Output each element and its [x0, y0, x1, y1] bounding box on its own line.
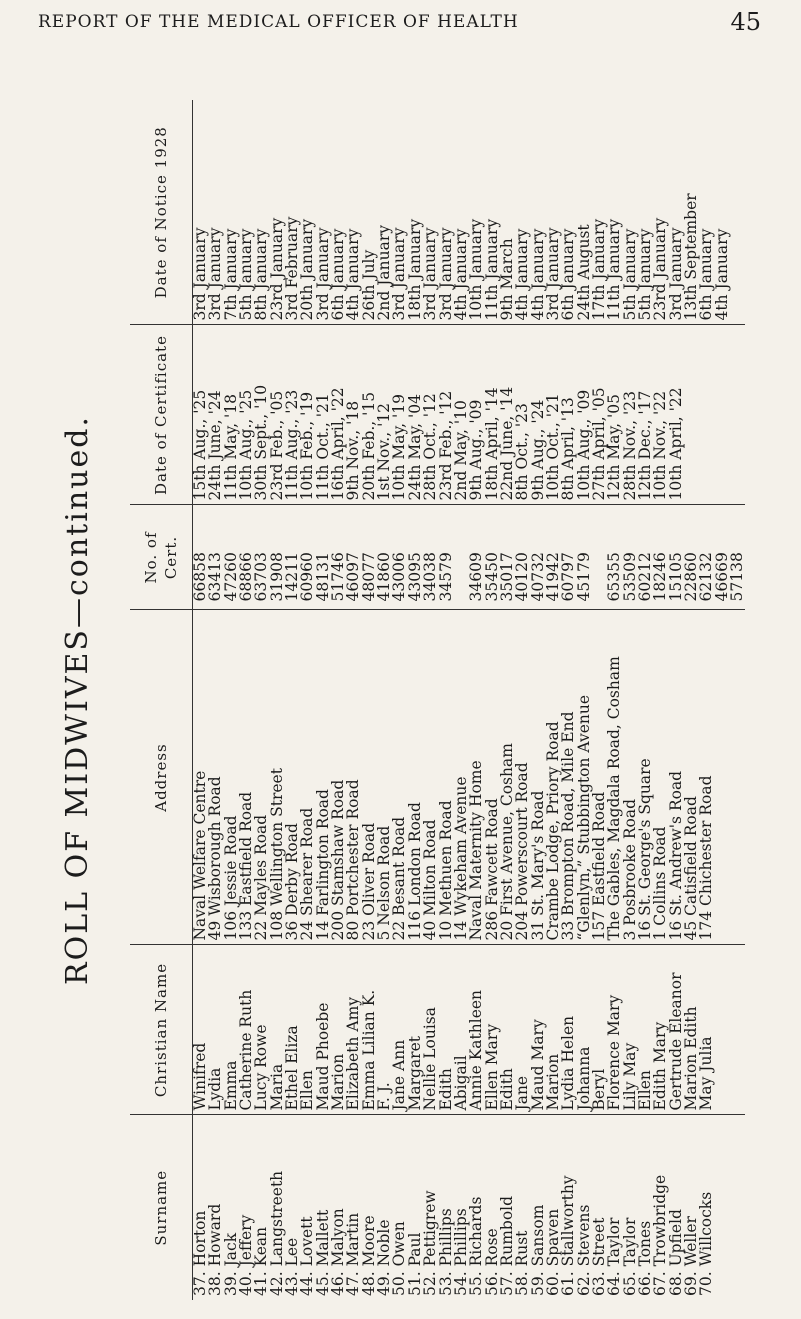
address-cell: 16 St. Andrew's Road	[669, 610, 684, 945]
midwives-table	[130, 100, 745, 1300]
surname-cell: 58. Rust	[513, 1230, 532, 1296]
christian-name-cell: Maria	[270, 945, 285, 1115]
notice-date-cell: 26th July	[362, 100, 377, 325]
cert-number-cell: 63413	[208, 505, 223, 610]
cert-number-cell: 46097	[346, 505, 361, 610]
christian-name-cell: Beryl	[592, 945, 607, 1115]
surname-cell: 47. Martin	[344, 1212, 363, 1296]
christian-name-cell: Maud Mary	[531, 945, 546, 1115]
certificate-date-cell: 22nd June, '14	[500, 325, 515, 505]
cert-number-cell: 62132	[699, 505, 714, 610]
surname-cell: 66. Tones	[635, 1220, 654, 1296]
cert-number-cell: 34609	[469, 505, 484, 610]
cert-number-cell: 35017	[500, 505, 515, 610]
address-cell: 16 St. George's Square	[638, 610, 653, 945]
certificate-date-cell	[730, 325, 745, 505]
christian-name-cell: F. J.	[377, 945, 392, 1115]
certificate-date-cell: 28th Nov., '23	[623, 325, 638, 505]
certificate-date-cell: 16th April, '22	[331, 325, 346, 505]
christian-name-cell: Edith	[500, 945, 515, 1115]
christian-name-cell: Gertrude Eleanor	[669, 945, 684, 1115]
christian-name-cell: Ellen	[638, 945, 653, 1115]
certificate-date-cell: 12th Dec., '17	[638, 325, 653, 505]
cert-number-cell: 40732	[531, 505, 546, 610]
notice-date-cell: 8th January	[254, 100, 269, 325]
christian-name-cell: Margaret	[408, 945, 423, 1115]
surname-cell: 38. Howard	[206, 1203, 225, 1296]
notice-date-cell: 3rd January	[193, 100, 209, 325]
christian-name-cell: Florence Mary	[607, 945, 622, 1115]
certificate-date-cell: 11th May, '18	[224, 325, 239, 505]
certificate-date-cell: 10th Aug., '09	[577, 325, 592, 505]
address-cell: 106 Jessie Road	[224, 610, 239, 945]
christian-name-cell: Johanna	[577, 945, 592, 1115]
address-cell: 22 Besant Road	[392, 610, 407, 945]
notice-date-cell: 10th January	[469, 100, 484, 325]
surname-cell: 54. Phillips	[451, 1208, 470, 1296]
cert-number-cell: 40120	[515, 505, 530, 610]
address-cell: 80 Portchester Road	[346, 610, 361, 945]
page-header	[0, 0, 801, 40]
certificate-date-cell: 10th Aug., '25	[239, 325, 254, 505]
cert-number-cell: 35450	[485, 505, 500, 610]
surname-cell: 67. Trowbridge	[651, 1174, 670, 1296]
certificate-date-cell: 9th Nov., '18	[346, 325, 361, 505]
column-header-surname: Surname	[130, 1115, 193, 1300]
address-cell: 3 Posbrooke Road	[623, 610, 638, 945]
cert-number-cell: 14211	[285, 505, 300, 610]
christian-name-cell: Lydia Helen	[561, 945, 576, 1115]
surname-cell: 63. Street	[589, 1217, 608, 1296]
cert-number-cell: 51746	[331, 505, 346, 610]
surname-cell: 60. Spaven	[543, 1208, 562, 1296]
notice-date-cell: 7th January	[224, 100, 239, 325]
surname-cell: 51. Paul	[405, 1232, 424, 1296]
address-cell: 45 Catisfield Road	[684, 610, 699, 945]
certificate-date-cell: 23rd Feb., '05	[270, 325, 285, 505]
address-cell: 49 Wisborough Road	[208, 610, 223, 945]
surname-cell: 48. Moore	[359, 1215, 378, 1296]
cert-number-cell: 60960	[300, 505, 315, 610]
surname-cell: 62. Stevens	[574, 1204, 593, 1296]
cert-number-cell: 68866	[239, 505, 254, 610]
notice-date-cell: 4th January	[715, 100, 730, 325]
certificate-date-cell: 9th Aug., '24	[531, 325, 546, 505]
cert-number-cell: 60797	[561, 505, 576, 610]
notice-date-cell: 11th January	[607, 100, 622, 325]
certificate-date-cell: 11th Aug., '23	[285, 325, 300, 505]
page-number: 45	[730, 8, 761, 36]
column-header-notice-date: Date of Notice 1928	[130, 100, 193, 325]
address-cell: 204 Powerscourt Road	[515, 610, 530, 945]
notice-date-cell: 24th August	[577, 100, 592, 325]
cert-number-cell: 41942	[546, 505, 561, 610]
surname-cell: 53. Phillips	[436, 1208, 455, 1296]
certificate-date-cell: 11th Oct., '21	[316, 325, 331, 505]
certificate-date-cell: 24th June, '24	[208, 325, 223, 505]
christian-name-cell: Ellen Mary	[485, 945, 500, 1115]
notice-date-cell: 3rd February	[285, 100, 300, 325]
surname-cell: 69. Weller	[682, 1216, 700, 1296]
cert-number-cell: 43006	[392, 505, 407, 610]
roll-title: ROLL OF MIDWIVES—continued.	[60, 415, 95, 985]
notice-date-cell: 23rd January	[270, 100, 285, 325]
certificate-date-cell: 15th Aug., '25	[193, 325, 209, 505]
christian-name-cell: Ellen	[300, 945, 315, 1115]
notice-date-cell: 3rd January	[439, 100, 454, 325]
surname-cell: 61. Stallworthy	[559, 1175, 578, 1296]
cert-number-cell: 65355	[607, 505, 622, 610]
cert-number-cell: 66858	[193, 505, 209, 610]
surname-cell: 55. Richards	[467, 1196, 486, 1296]
surname-cell: 70. Willcocks	[697, 1191, 716, 1296]
surname-cell: 64. Taylor	[605, 1217, 624, 1296]
christian-name-cell: Elizabeth Amy	[346, 945, 361, 1115]
notice-date-cell: 20th January	[300, 100, 315, 325]
notice-date-cell: 23rd January	[653, 100, 668, 325]
christian-name-cell	[730, 945, 745, 1115]
cert-number-cell: 15105	[669, 505, 684, 610]
address-cell	[715, 610, 730, 945]
surname-cell: 43. Lee	[283, 1237, 302, 1296]
address-cell: 24 Shearer Road	[300, 610, 315, 945]
surname-cell: 39. Jack	[221, 1232, 240, 1296]
cert-number-cell: 22860	[684, 505, 699, 610]
certificate-date-cell: 8th April, '13	[561, 325, 576, 505]
christian-name-cell: Marion	[331, 945, 346, 1115]
certificate-date-cell	[684, 325, 699, 505]
notice-date-cell: 4th January	[454, 100, 469, 325]
notice-date-cell: 6th January	[561, 100, 576, 325]
surname-cell: 57. Rumbold	[497, 1195, 516, 1296]
cert-number-cell: 31908	[270, 505, 285, 610]
cert-number-cell: 60212	[638, 505, 653, 610]
cert-number-cell: 18246	[653, 505, 668, 610]
notice-date-cell: 18th January	[408, 100, 423, 325]
cert-number-cell: 63703	[254, 505, 269, 610]
notice-date-cell: 6th January	[331, 100, 346, 325]
notice-date-cell: 4th January	[346, 100, 361, 325]
notice-date-cell: 17th January	[592, 100, 607, 325]
notice-date-cell: 4th January	[531, 100, 546, 325]
certificate-date-cell: 10th Nov., '22	[653, 325, 668, 505]
surname-cell: 50. Owen	[390, 1221, 409, 1296]
address-cell: 108 Wellington Street	[270, 610, 285, 945]
surname-cell: 42. Langstreeth	[267, 1170, 286, 1296]
christian-name-cell: Maud Phoebe	[316, 945, 331, 1115]
table-row	[730, 100, 745, 1300]
certificate-date-cell: 24th May, '04	[408, 325, 423, 505]
surname-cell: 56. Rose	[482, 1228, 501, 1296]
column-header-christian-name: Christian Name	[130, 945, 193, 1115]
cert-number-cell: 34038	[423, 505, 438, 610]
surname-cell: 44. Lovett	[298, 1216, 317, 1296]
surname-cell: 40. Jeffery	[237, 1214, 256, 1296]
notice-date-cell: 3rd January	[546, 100, 561, 325]
certificate-date-cell: 30th Sept., '10	[254, 325, 269, 505]
christian-name-cell: Winifred	[193, 945, 209, 1115]
christian-name-cell: Lucy Rowe	[254, 945, 269, 1115]
certificate-date-cell: 1st Nov., '12	[377, 325, 392, 505]
column-header-cert-number: No. of Cert.	[130, 505, 193, 610]
cert-number-cell: 47260	[224, 505, 239, 610]
certificate-date-cell: 23rd Feb., '12	[439, 325, 454, 505]
christian-name-cell: Marion Edith	[684, 945, 699, 1115]
cert-number-cell: 45179	[577, 505, 592, 610]
cert-number-cell: 43095	[408, 505, 423, 610]
surname-cell: 68. Upfield	[666, 1209, 685, 1296]
address-cell: 200 Stamshaw Road	[331, 610, 346, 945]
christian-name-cell: Lily May	[623, 945, 638, 1115]
christian-name-cell: Nellie Louisa	[423, 945, 438, 1115]
address-cell: Naval Maternity Home	[469, 610, 484, 945]
cert-number-cell: 53509	[623, 505, 638, 610]
notice-date-cell: 13th September	[684, 100, 699, 325]
certificate-date-cell: 10th May, '19	[392, 325, 407, 505]
surname-cell: 37. Horton	[191, 1210, 209, 1296]
cert-number-cell: 34579	[439, 505, 454, 610]
cert-number-cell: 46669	[715, 505, 730, 610]
christian-name-cell: Emma Lilian K.	[362, 945, 377, 1115]
surname-cell	[715, 1115, 730, 1300]
address-cell: 133 Eastfield Road	[239, 610, 254, 945]
column-header-address: Address	[130, 610, 193, 945]
midwives-table-container	[130, 100, 790, 1300]
christian-name-cell: Abigail	[454, 945, 469, 1115]
table-header-row	[130, 100, 193, 1300]
notice-date-cell: 5th January	[623, 100, 638, 325]
surname-cell: 59. Sansom	[528, 1204, 547, 1296]
surname-cell: 49. Noble	[375, 1219, 394, 1296]
surname-cell: 45. Mallett	[313, 1209, 332, 1296]
address-cell: The Gables, Magdala Road, Cosham	[607, 610, 622, 945]
notice-date-cell: 3rd January	[208, 100, 223, 325]
address-cell: “Glenlyn,” Stubbington Avenue	[577, 610, 592, 945]
notice-date-cell: 3rd January	[392, 100, 407, 325]
address-cell: 33 Brompton Road, Mile End	[561, 610, 576, 945]
christian-name-cell: Marion	[546, 945, 561, 1115]
address-cell: 20 First Avenue, Cosham	[500, 610, 515, 945]
christian-name-cell	[715, 945, 730, 1115]
christian-name-cell: Edith Mary	[653, 945, 668, 1115]
christian-name-cell: Ethel Eliza	[285, 945, 300, 1115]
notice-date-cell: 3rd January	[316, 100, 331, 325]
notice-date-cell: 3rd January	[423, 100, 438, 325]
certificate-date-cell: 10th Feb., '19	[300, 325, 315, 505]
address-cell: 1 Collins Road	[653, 610, 668, 945]
certificate-date-cell: 9th Aug., '09	[469, 325, 484, 505]
address-cell: 174 Chichester Road	[699, 610, 714, 945]
notice-date-cell: 11th January	[485, 100, 500, 325]
address-cell: 157 Eastfield Road	[592, 610, 607, 945]
address-cell: 36 Derby Road	[285, 610, 300, 945]
notice-date-cell: 5th January	[239, 100, 254, 325]
christian-name-cell: Emma	[224, 945, 239, 1115]
christian-name-cell: Annie Kathleen	[469, 945, 484, 1115]
report-title: REPORT OF THE MEDICAL OFFICER OF HEALTH	[38, 12, 519, 32]
table-body	[193, 100, 746, 1300]
certificate-date-cell: 10th April, '22	[669, 325, 684, 505]
address-cell: 286 Fawcett Road	[485, 610, 500, 945]
certificate-date-cell	[699, 325, 714, 505]
certificate-date-cell: 8th Oct., '23	[515, 325, 530, 505]
address-cell: Crambe Lodge, Priory Road	[546, 610, 561, 945]
address-cell: 14 Wykeham Avenue	[454, 610, 469, 945]
table-row	[715, 100, 730, 1300]
notice-date-cell	[730, 100, 745, 325]
certificate-date-cell: 10th Oct., '21	[546, 325, 561, 505]
christian-name-cell: Lydia	[208, 945, 223, 1115]
notice-date-cell: 9th March	[500, 100, 515, 325]
christian-name-cell: Edith	[439, 945, 454, 1115]
surname-cell: 52. Pettigrew	[421, 1190, 440, 1296]
christian-name-cell: Jane Ann	[392, 945, 407, 1115]
column-header-certificate-date: Date of Certificate	[130, 325, 193, 505]
surname-cell: 46. Malyon	[329, 1208, 348, 1296]
address-cell: 23 Oliver Road	[362, 610, 377, 945]
certificate-date-cell: 18th April, '14	[485, 325, 500, 505]
certificate-date-cell: 27th April, '05	[592, 325, 607, 505]
address-cell: 22 Mayles Road	[254, 610, 269, 945]
certificate-date-cell: 28th Oct., '12	[423, 325, 438, 505]
address-cell: 14 Farlington Road	[316, 610, 331, 945]
christian-name-cell: Catherine Ruth	[239, 945, 254, 1115]
cert-number-cell: 48131	[316, 505, 331, 610]
address-cell: 5 Nelson Road	[377, 610, 392, 945]
cert-number-cell: 48077	[362, 505, 377, 610]
notice-date-cell: 3rd January	[669, 100, 684, 325]
certificate-date-cell	[715, 325, 730, 505]
surname-cell	[730, 1115, 745, 1300]
address-cell: 10 Methuen Road	[439, 610, 454, 945]
notice-date-cell: 5th January	[638, 100, 653, 325]
christian-name-cell: May Julia	[699, 945, 714, 1115]
christian-name-cell: Jane	[515, 945, 530, 1115]
address-cell: 116 London Road	[408, 610, 423, 945]
cert-number-cell: 57138	[730, 505, 745, 610]
address-cell: 40 Milton Road	[423, 610, 438, 945]
notice-date-cell: 2nd January	[377, 100, 392, 325]
surname-cell: 41. Kean	[252, 1226, 271, 1296]
address-cell: Naval Welfare Centre	[193, 610, 209, 945]
notice-date-cell: 4th January	[515, 100, 530, 325]
certificate-date-cell: 12th May, '05	[607, 325, 622, 505]
certificate-date-cell: 20th Feb., '15	[362, 325, 377, 505]
address-cell: 31 St. Mary's Road	[531, 610, 546, 945]
surname-cell: 65. Taylor	[620, 1217, 639, 1296]
address-cell	[730, 610, 745, 945]
certificate-date-cell: 2nd May, '10	[454, 325, 469, 505]
cert-number-cell: 41860	[377, 505, 392, 610]
notice-date-cell: 6th January	[699, 100, 714, 325]
